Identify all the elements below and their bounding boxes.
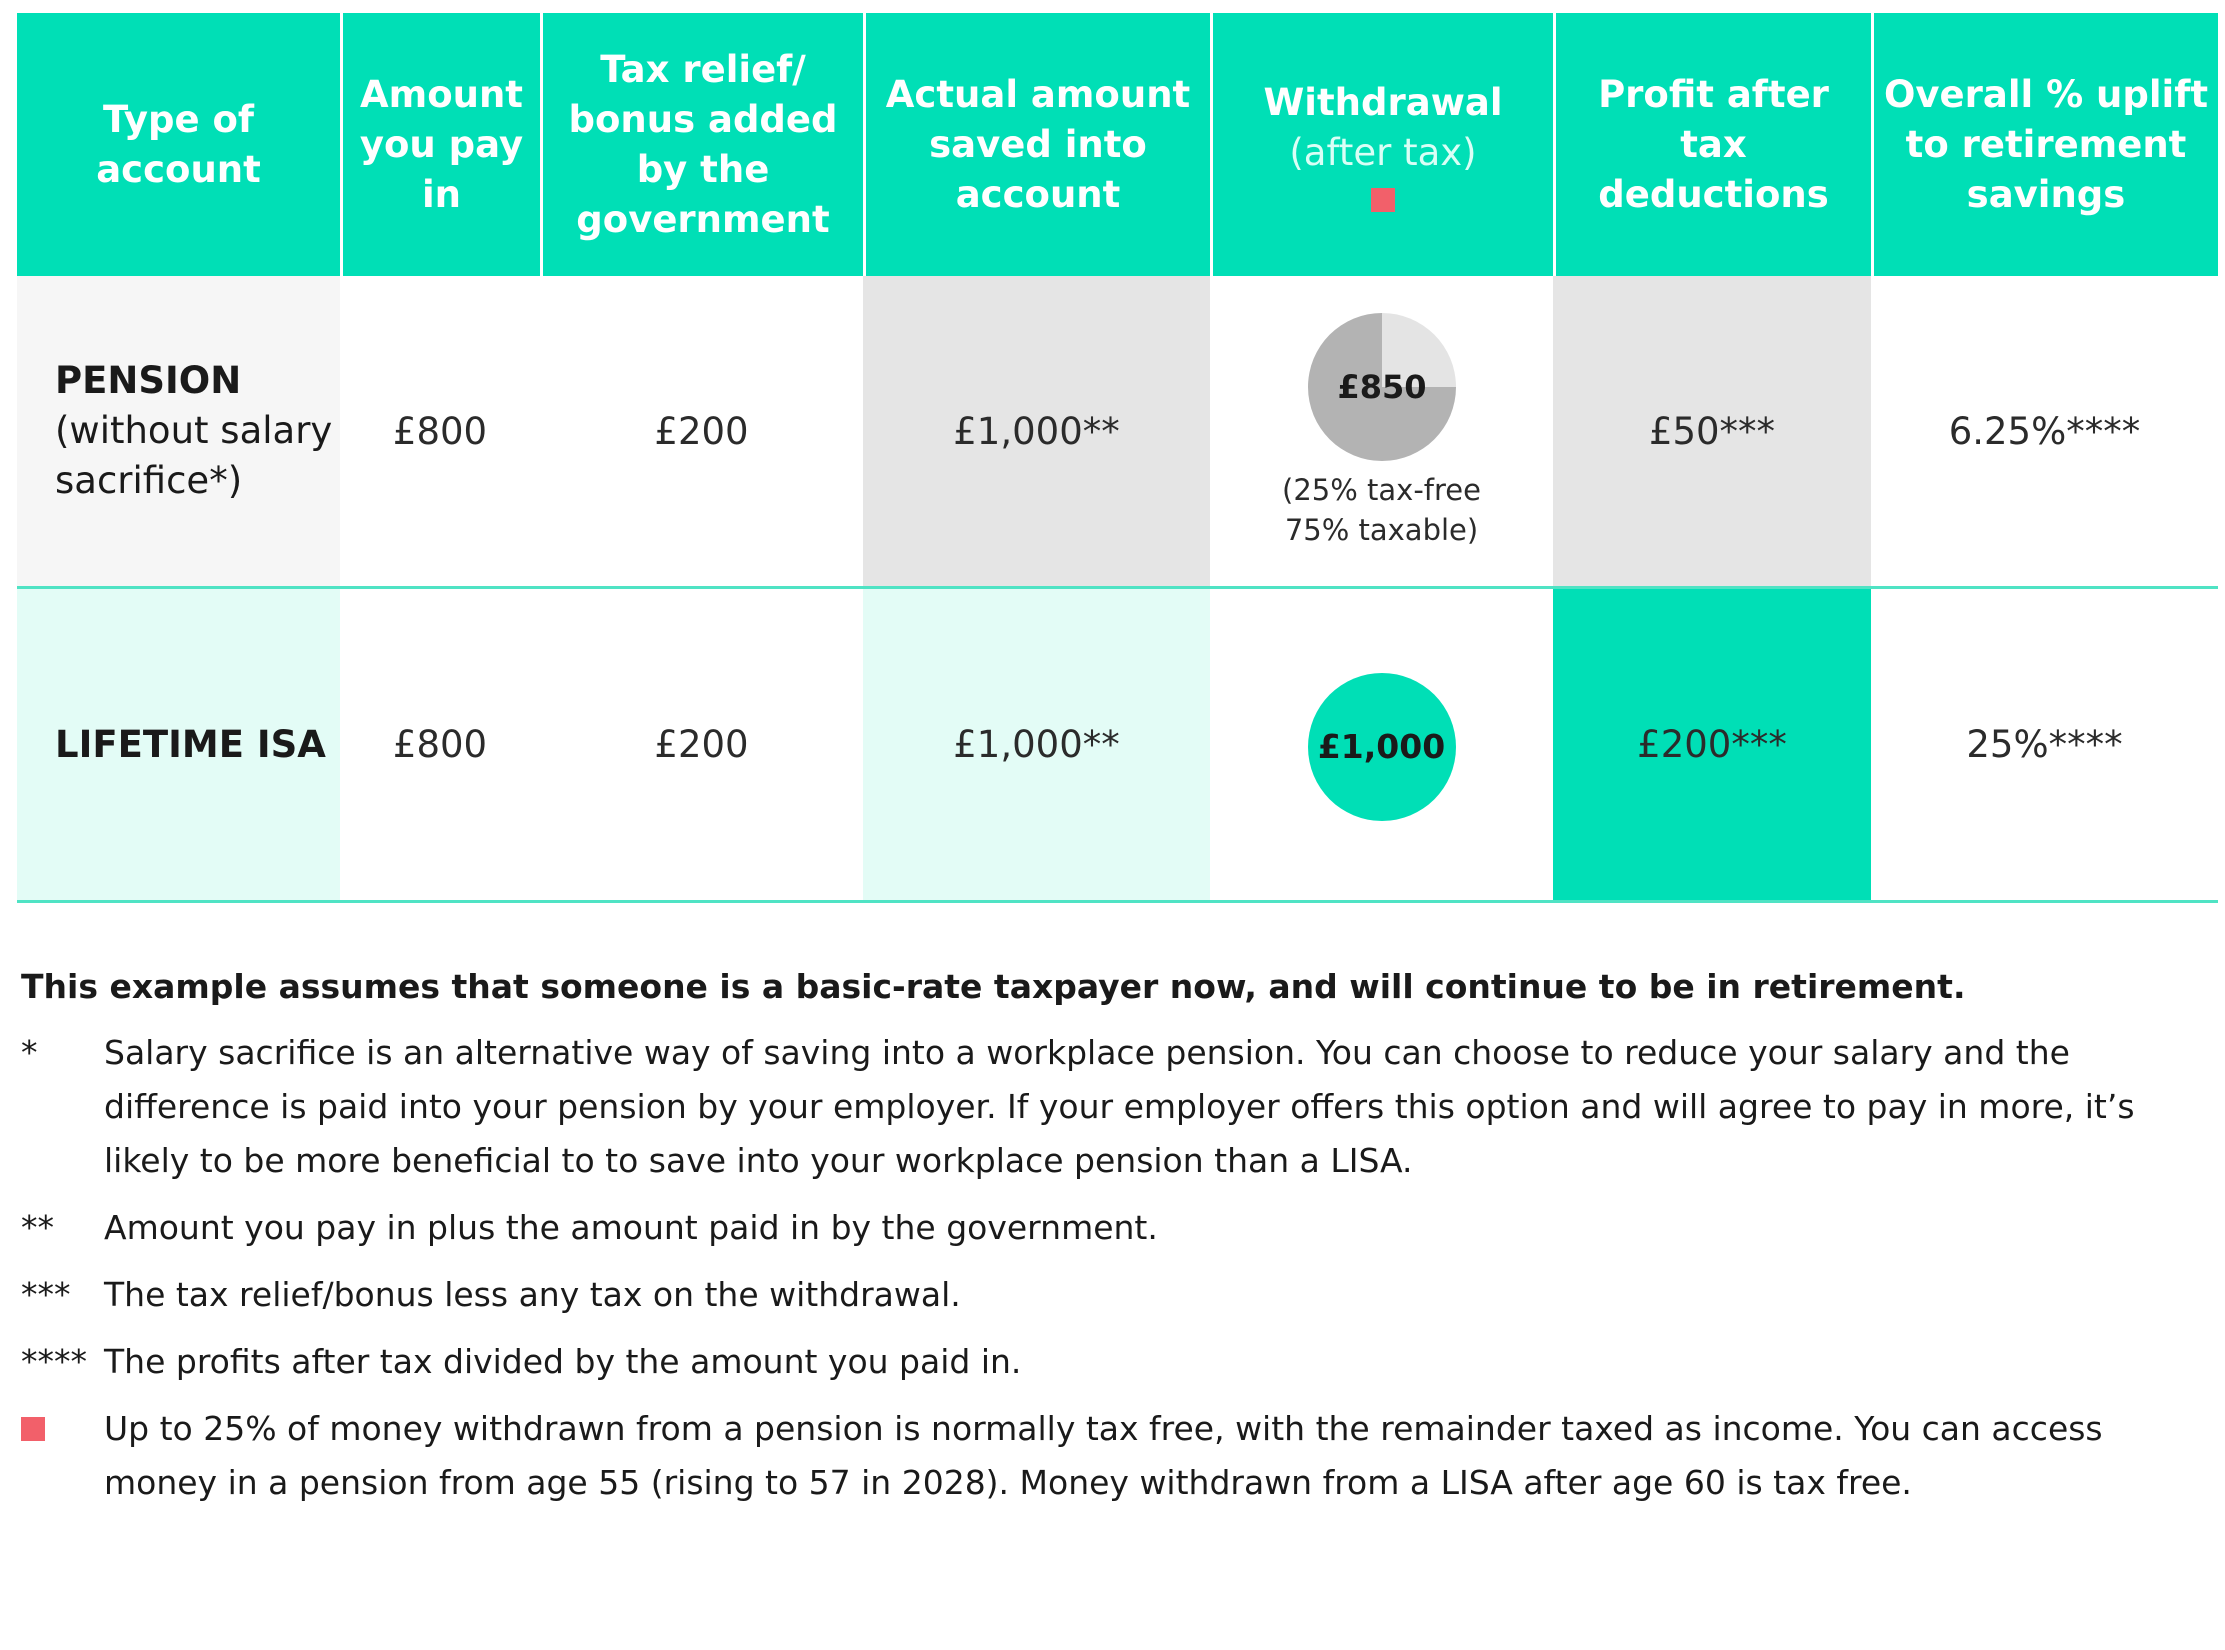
header-tax-relief: Tax relief/ bonus added by the government xyxy=(540,13,863,276)
footnote-4 xyxy=(21,1335,2211,1389)
header-amount-pay-in: Amount you pay in xyxy=(340,13,540,276)
footnote-text: Amount you pay in plus the amount paid in by the government. xyxy=(104,1208,1158,1247)
lisa-saved: £1,000** xyxy=(863,589,1210,903)
pension-withdrawal-pie xyxy=(1307,312,1457,462)
pension-pay-in: £800 xyxy=(340,276,540,589)
footnotes-section xyxy=(21,960,2211,1523)
pension-withdrawal-note-1: (25% tax-free xyxy=(1282,473,1481,507)
red-footnote-marker-icon xyxy=(1371,188,1395,212)
header-type-of-account: Type of account xyxy=(17,13,340,276)
footnote-mark-cell xyxy=(21,1402,104,1510)
header-withdrawal-label: Withdrawal xyxy=(1263,80,1503,124)
header-withdrawal xyxy=(1210,13,1553,276)
footnote-text: The tax relief/bonus less any tax on the withdrawal. xyxy=(104,1275,961,1314)
header-uplift: Overall % uplift to retirement savings xyxy=(1871,13,2218,276)
lisa-withdrawal-value: £1,000 xyxy=(1317,727,1446,766)
footnote-3 xyxy=(21,1268,2211,1322)
lisa-withdrawal-cell xyxy=(1210,589,1553,903)
pension-title: PENSION xyxy=(55,359,242,402)
lisa-pay-in: £800 xyxy=(340,589,540,903)
lisa-withdrawal-circle xyxy=(1308,673,1456,821)
header-actual-saved: Actual amount saved into account xyxy=(863,13,1210,276)
pension-label-cell xyxy=(17,276,340,589)
header-withdrawal-sub: (after tax) xyxy=(1289,130,1477,174)
footnote-text: The profits after tax divided by the amount you paid in. xyxy=(104,1342,1022,1381)
pension-withdrawal-note-2: 75% taxable) xyxy=(1284,513,1479,547)
assumption-text: This example assumes that someone is a basic-rate taxpayer now, and will continue to be in retirement. xyxy=(21,967,1966,1006)
pension-subtitle: (without salary sacrifice*) xyxy=(55,409,333,502)
footnote-mark: *** xyxy=(21,1275,71,1314)
header-profit: Profit after tax deductions xyxy=(1553,13,1871,276)
lisa-title: LIFETIME ISA xyxy=(55,722,326,766)
footnote-1 xyxy=(21,1026,2211,1188)
comparison-table xyxy=(17,13,2218,903)
footnote-mark: ** xyxy=(21,1208,54,1247)
footnote-2 xyxy=(21,1201,2211,1255)
footnote-text: Up to 25% of money withdrawn from a pension is normally tax free, with the remainder taxed as income. You can access money in a pension from age 55 (rising to 57 in 2028). Money withdrawn from a LISA after age 60 is tax free. xyxy=(104,1409,2103,1502)
pension-withdrawal-value: £850 xyxy=(1336,368,1427,406)
lisa-uplift: 25%**** xyxy=(1871,589,2218,903)
footnote-5 xyxy=(21,1402,2211,1510)
lisa-relief: £200 xyxy=(540,589,863,903)
pension-withdrawal-cell xyxy=(1210,276,1553,589)
footnote-mark: **** xyxy=(21,1342,87,1381)
lisa-label-cell xyxy=(17,589,340,903)
pension-uplift: 6.25%**** xyxy=(1871,276,2218,589)
red-square-icon xyxy=(21,1417,45,1441)
pension-saved: £1,000** xyxy=(863,276,1210,589)
lisa-profit: £200*** xyxy=(1553,589,1871,903)
footnote-text: Salary sacrifice is an alternative way of saving into a workplace pension. You can choose to reduce your salary and the difference is paid into your pension by your employer. If your employer offers this option and will agree to pay in more, it’s likely to be more beneficial to to save into your workplace pension than a LISA. xyxy=(104,1033,2135,1180)
pension-profit: £50*** xyxy=(1553,276,1871,589)
pension-relief: £200 xyxy=(540,276,863,589)
footnote-mark: * xyxy=(21,1033,38,1072)
